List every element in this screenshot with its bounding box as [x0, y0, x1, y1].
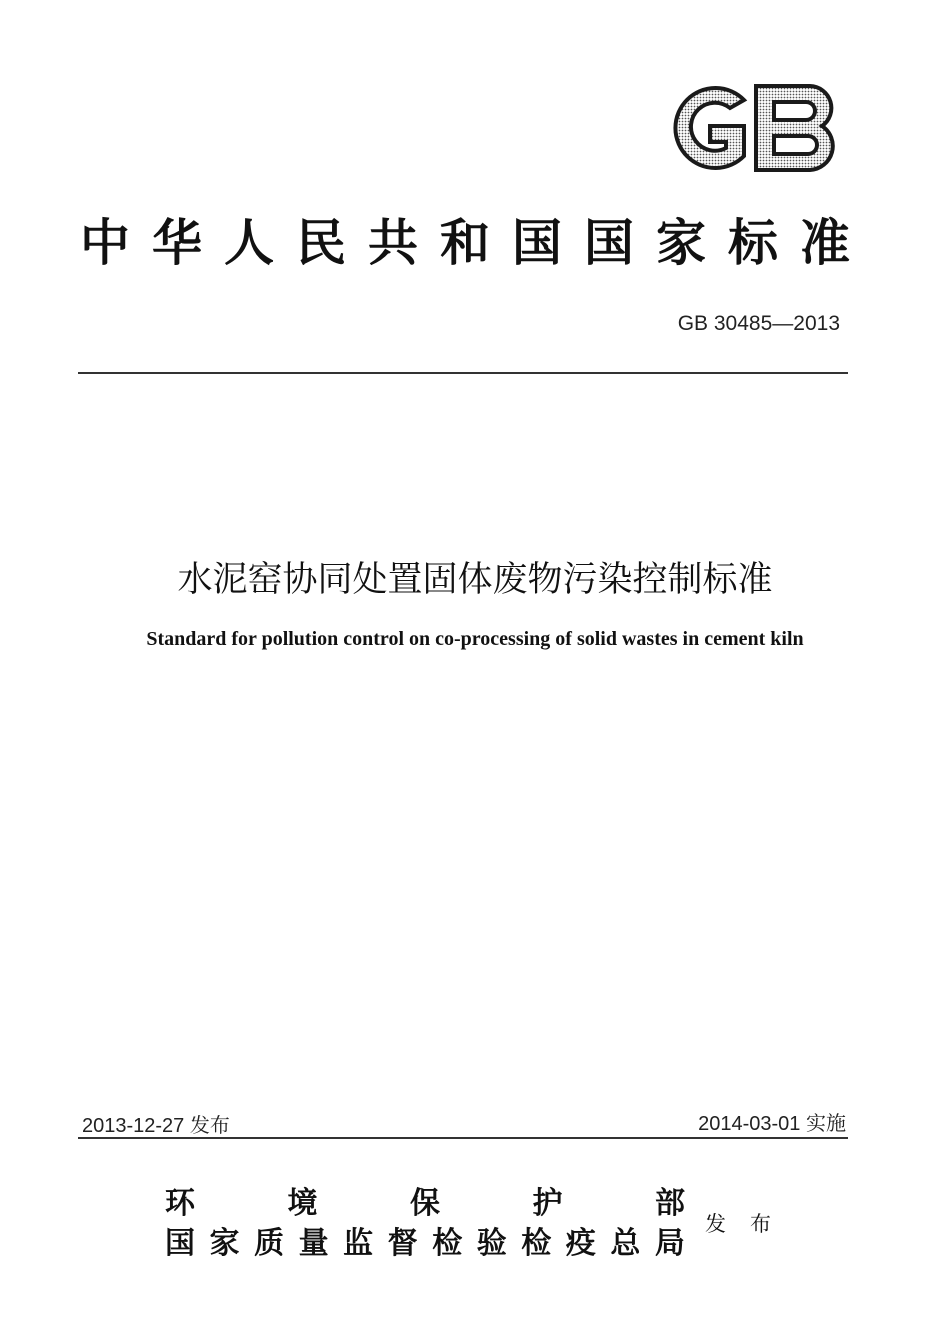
national-standard-heading — [80, 208, 850, 278]
heading-char: 准 — [800, 213, 850, 272]
issuer-char: 护 — [532, 1186, 563, 1221]
issuer-aqsiq — [165, 1220, 685, 1260]
heading-char: 国 — [512, 213, 562, 272]
issuer-char: 保 — [410, 1186, 440, 1221]
issuer-char: 家 — [209, 1226, 240, 1261]
issuer-char: 环 — [165, 1186, 195, 1221]
issuer-char: 检 — [521, 1226, 552, 1261]
issuer-char: 疫 — [565, 1226, 596, 1261]
heading-char: 和 — [440, 213, 490, 272]
issuer-char: 局 — [654, 1226, 685, 1261]
heading-char: 标 — [728, 213, 778, 272]
gb-national-standard-logo-icon — [660, 78, 840, 178]
heading-char: 中 — [80, 213, 130, 272]
heading-char: 家 — [656, 213, 706, 272]
issuer-char: 质 — [254, 1226, 285, 1261]
bottom-divider — [78, 1137, 848, 1139]
issuer-char: 国 — [165, 1226, 195, 1261]
standard-number: GB 30485—2013 — [677, 312, 840, 335]
issuer-char: 检 — [432, 1226, 463, 1261]
top-divider — [78, 372, 848, 374]
issuer-char: 境 — [287, 1186, 318, 1221]
issuer-char: 量 — [298, 1226, 329, 1261]
implementation-date: 2014-03-01 实施 — [698, 1113, 846, 1135]
heading-char: 民 — [296, 213, 346, 272]
issue-date: 2013-12-27 发布 — [82, 1115, 230, 1137]
heading-char: 人 — [224, 213, 274, 272]
issuer-char: 总 — [610, 1226, 641, 1261]
issuer-char: 部 — [655, 1186, 685, 1221]
issuer-char: 验 — [476, 1226, 507, 1261]
issuer-char: 监 — [343, 1226, 374, 1261]
document-title-chinese: 水泥窑协同处置固体废物污染控制标准 — [177, 560, 773, 600]
publish-char: 布 — [750, 1212, 771, 1236]
issuer-char: 督 — [387, 1226, 418, 1261]
heading-char: 华 — [152, 213, 202, 272]
document-title-english: Standard for pollution control on co-processing of solid wastes in cement kiln — [146, 628, 804, 650]
heading-char: 国 — [584, 213, 634, 272]
publish-char: 发 — [705, 1212, 726, 1236]
heading-char: 共 — [368, 213, 418, 272]
publish-label — [705, 1208, 771, 1238]
issuer-ministry-of-environmental-protection — [165, 1180, 685, 1220]
